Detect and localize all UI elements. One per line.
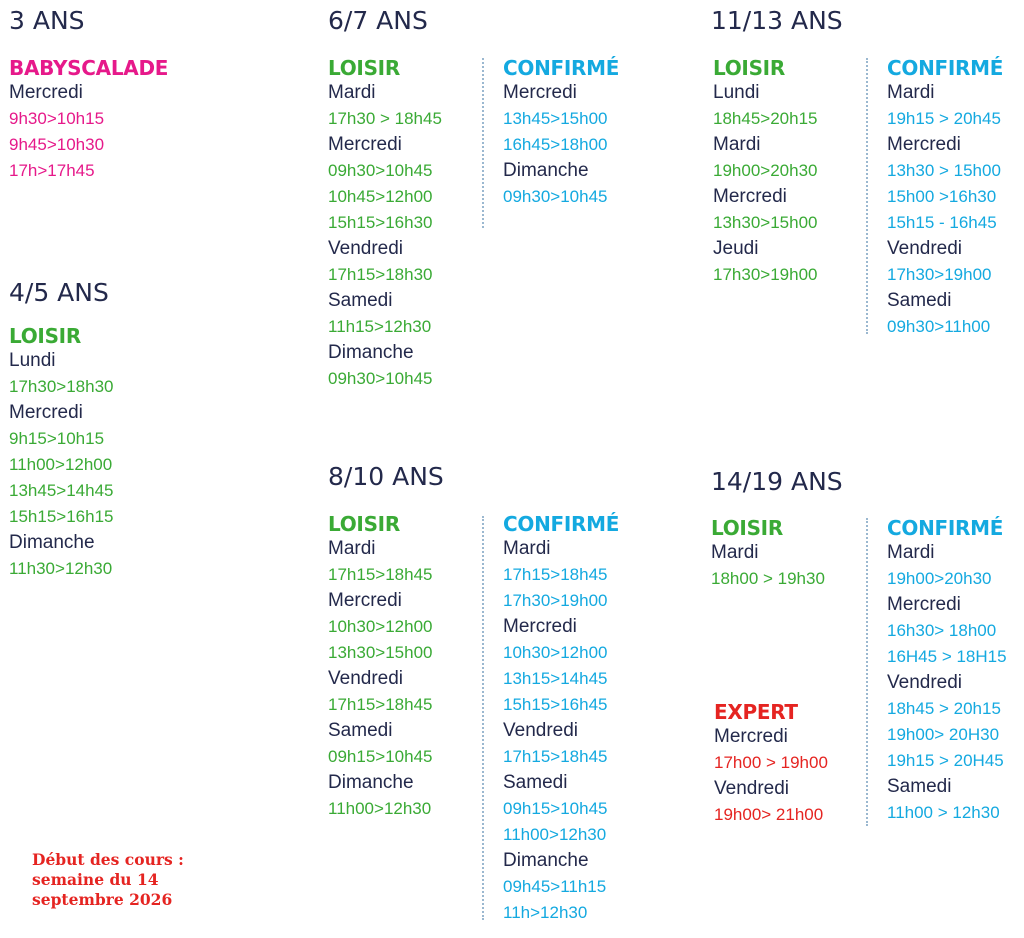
time-slot: 17h15>18h45 <box>328 565 433 584</box>
time-slot: 17h15>18h45 <box>503 747 608 766</box>
time-slot: 10h45>12h00 <box>328 187 433 206</box>
section-14-19-ans-loisir <box>711 516 825 592</box>
time-slot: 11h>12h30 <box>503 903 588 922</box>
day-label: Vendredi <box>714 778 790 799</box>
day-label: Samedi <box>503 772 568 793</box>
section-title: 8/10 ANS <box>328 462 444 491</box>
category-confirme: CONFIRMÉ <box>503 56 620 80</box>
day-label: Mercredi <box>9 82 83 103</box>
section-8-10-ans-title <box>328 462 444 492</box>
time-slot: 19h00>20h30 <box>887 569 992 588</box>
time-slot: 11h15>12h30 <box>328 317 432 336</box>
time-slot: 17h30>19h00 <box>503 591 608 610</box>
day-label: Mercredi <box>328 590 402 611</box>
time-slot: 09h30>11h00 <box>887 317 991 336</box>
time-slot: 17h15>18h30 <box>328 265 433 284</box>
category-confirme: CONFIRMÉ <box>887 56 1004 80</box>
time-slot: 17h30 > 18h45 <box>328 109 442 128</box>
babyscalade-block <box>9 56 168 184</box>
course-start-note <box>32 850 184 910</box>
time-slot: 19h00> 20H30 <box>887 725 1000 744</box>
day-label: Mardi <box>328 82 376 103</box>
day-label: Mercredi <box>503 82 577 103</box>
time-slot: 15h15 - 16h45 <box>887 213 997 232</box>
section-11-13-ans-confirme <box>887 56 1003 340</box>
section-title: 3 ANS <box>9 6 85 35</box>
category-loisir: LOISIR <box>328 512 400 536</box>
time-slot: 16H45 > 18H15 <box>887 647 1007 666</box>
day-label: Jeudi <box>713 238 759 259</box>
day-label: Vendredi <box>328 668 404 689</box>
section-8-10-ans-confirme <box>503 512 619 926</box>
day-label: Mercredi <box>503 616 577 637</box>
time-slot: 15h15>16h30 <box>328 213 433 232</box>
time-slot: 9h15>10h15 <box>9 429 105 448</box>
time-slot: 16h30> 18h00 <box>887 621 997 640</box>
day-label: Samedi <box>328 290 393 311</box>
category-loisir: LOISIR <box>713 56 785 80</box>
time-slot: 17h30>18h30 <box>9 377 114 396</box>
time-slot: 17h15>18h45 <box>503 565 608 584</box>
time-slot: 11h00 > 12h30 <box>887 803 1000 822</box>
time-slot: 15h15>16h15 <box>9 507 114 526</box>
section-6-7-ans-loisir <box>328 56 442 392</box>
time-slot: 18h00 > 19h30 <box>711 569 825 588</box>
time-slot: 09h45>11h15 <box>503 877 607 896</box>
time-slot: 13h15>14h45 <box>503 669 608 688</box>
section-11-13-ans-loisir <box>713 56 817 288</box>
section-14-19-ans-confirme <box>887 516 1007 826</box>
time-slot: 13h30>15h00 <box>713 213 818 232</box>
section-8-10-ans-loisir <box>328 512 432 822</box>
time-slot: 18h45>20h15 <box>713 109 818 128</box>
day-label: Mardi <box>887 82 935 103</box>
time-slot: 19h15 > 20h45 <box>887 109 1001 128</box>
day-label: Mardi <box>711 542 759 563</box>
time-slot: 09h30>10h45 <box>328 161 433 180</box>
time-slot: 15h00 >16h30 <box>887 187 997 206</box>
day-label: Lundi <box>713 82 760 103</box>
day-label: Mardi <box>503 538 551 559</box>
time-slot: 9h30>10h15 <box>9 109 105 128</box>
time-slot: 9h45>10h30 <box>9 135 105 154</box>
time-slot: 09h30>10h45 <box>503 187 608 206</box>
note-line: semaine du 14 <box>32 870 159 889</box>
time-slot: 13h45>15h00 <box>503 109 608 128</box>
time-slot: 17h00 > 19h00 <box>714 753 828 772</box>
column-divider <box>482 58 484 228</box>
category-confirme: CONFIRMÉ <box>887 516 1004 540</box>
note-line: Début des cours : <box>32 850 184 869</box>
day-label: Mercredi <box>887 594 961 615</box>
day-label: Mercredi <box>714 726 788 747</box>
time-slot: 19h00>20h30 <box>713 161 818 180</box>
day-label: Vendredi <box>887 672 963 693</box>
category-expert: EXPERT <box>714 700 798 724</box>
loisir-block <box>9 324 113 582</box>
day-label: Samedi <box>328 720 393 741</box>
day-label: Samedi <box>887 776 952 797</box>
time-slot: 16h45>18h00 <box>503 135 608 154</box>
time-slot: 11h00>12h30 <box>328 799 432 818</box>
section-3-ans <box>9 6 168 184</box>
time-slot: 13h45>14h45 <box>9 481 114 500</box>
time-slot: 17h30>19h00 <box>887 265 992 284</box>
day-label: Mardi <box>887 542 935 563</box>
day-label: Dimanche <box>503 850 589 871</box>
day-label: Mercredi <box>328 134 402 155</box>
day-label: Mercredi <box>9 402 83 423</box>
section-4-5-ans <box>9 278 113 582</box>
day-label: Mercredi <box>713 186 787 207</box>
day-label: Lundi <box>9 350 56 371</box>
time-slot: 19h15 > 20H45 <box>887 751 1004 770</box>
time-slot: 18h45 > 20h15 <box>887 699 1001 718</box>
section-14-19-ans-expert <box>714 700 828 828</box>
time-slot: 17h15>18h45 <box>328 695 433 714</box>
section-title: 11/13 ANS <box>711 6 843 35</box>
section-6-7-ans-title <box>328 6 428 36</box>
section-title: 6/7 ANS <box>328 6 428 35</box>
category-loisir: LOISIR <box>711 516 783 540</box>
time-slot: 10h30>12h00 <box>503 643 608 662</box>
time-slot: 09h15>10h45 <box>328 747 433 766</box>
time-slot: 17h30>19h00 <box>713 265 818 284</box>
section-title: 4/5 ANS <box>9 278 109 307</box>
day-label: Samedi <box>887 290 952 311</box>
time-slot: 15h15>16h45 <box>503 695 608 714</box>
day-label: Vendredi <box>887 238 963 259</box>
category-confirme: CONFIRMÉ <box>503 512 620 536</box>
day-label: Dimanche <box>328 772 414 793</box>
time-slot: 09h30>10h45 <box>328 369 433 388</box>
time-slot: 19h00> 21h00 <box>714 805 824 824</box>
time-slot: 13h30>15h00 <box>328 643 433 662</box>
section-14-19-ans-title <box>711 467 843 497</box>
section-title: 14/19 ANS <box>711 467 843 496</box>
time-slot: 11h00>12h00 <box>9 455 113 474</box>
section-11-13-ans-title <box>711 6 843 36</box>
day-label: Dimanche <box>328 342 414 363</box>
day-label: Vendredi <box>328 238 404 259</box>
day-label: Dimanche <box>9 532 95 553</box>
column-divider <box>866 518 868 826</box>
column-divider <box>866 58 868 334</box>
day-label: Dimanche <box>503 160 589 181</box>
day-label: Mardi <box>328 538 376 559</box>
category-loisir: LOISIR <box>328 56 400 80</box>
category-loisir: LOISIR <box>9 324 81 348</box>
day-label: Mardi <box>713 134 761 155</box>
time-slot: 10h30>12h00 <box>328 617 433 636</box>
note-line: septembre 2026 <box>32 890 173 909</box>
day-label: Mercredi <box>887 134 961 155</box>
time-slot: 11h00>12h30 <box>503 825 607 844</box>
category-babyscalade: BABYSCALADE <box>9 56 169 80</box>
time-slot: 09h15>10h45 <box>503 799 608 818</box>
time-slot: 13h30 > 15h00 <box>887 161 1001 180</box>
section-6-7-ans-confirme <box>503 56 619 210</box>
day-label: Vendredi <box>503 720 579 741</box>
column-divider <box>482 516 484 920</box>
time-slot: 11h30>12h30 <box>9 559 113 578</box>
time-slot: 17h>17h45 <box>9 161 95 180</box>
